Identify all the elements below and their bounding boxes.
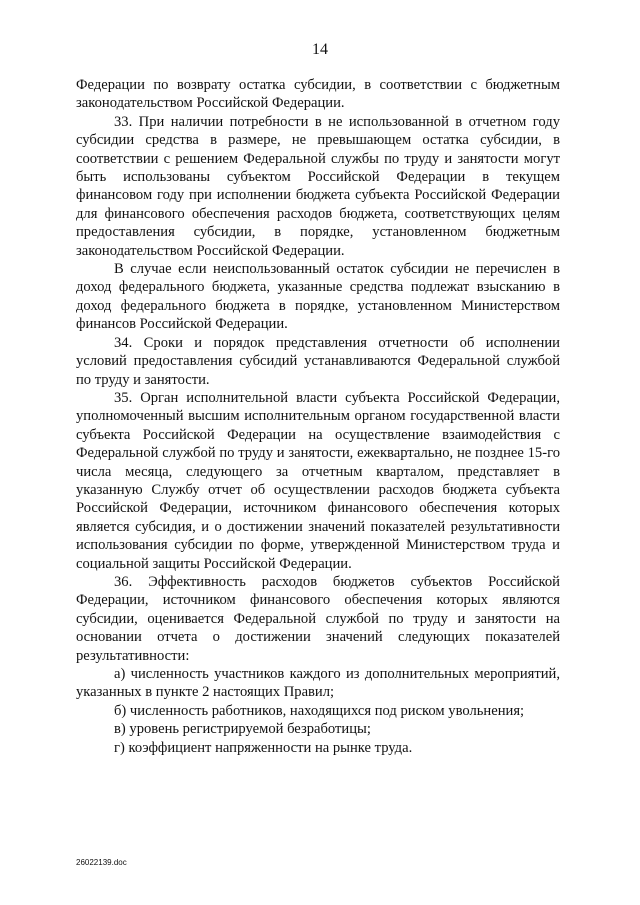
paragraph-35: 35. Орган исполнительной власти субъекта Российской Федерации, уполномоченный высшим исполнительным органом государственной власти субъекта Российской Федерации на осуществление взаимодействия с Федеральной службой по труду и занятости, ежеквартально, не позднее 15-го числа месяца, следующего за отчетным кварталом, представляет в указанную Службу отчет об осуществлении расходов бюджета субъекта Российской Федерации, источником финансового обеспечения которых является субсидия, и о достижении значений показателей результативности использования субсидии по форме, утвержденной Министерством труда и социальной защиты Российской Федерации. — [76, 389, 560, 572]
paragraph-36: 36. Эффективность расходов бюджетов субъектов Российской Федерации, источником финансового обеспечения которых являются субсидии, оценивается Федеральной службой по труду и занятости на основании отчета о достижении значений следующих показателей результативности: — [76, 573, 560, 664]
list-item-c: в) уровень регистрируемой безработицы; — [114, 721, 371, 738]
footer-filename: 26022139.doc — [76, 858, 127, 867]
list-item-a: а) численность участников каждого из дополнительных мероприятий, указанных в пункте 2 настоящих Правил; — [76, 666, 560, 701]
page-number: 14 — [312, 41, 328, 58]
list-item-d: г) коэффициент напряженности на рынке труда. — [114, 739, 413, 756]
paragraph-continuation: Федерации по возврату остатка субсидии, в соответствии с бюджетным законодательством Российской Федерации. — [76, 77, 560, 112]
paragraph-33: 33. При наличии потребности в не использованной в отчетном году субсидии средства в размере, не превышающем остатка субсидии, в соответствии с решением Федеральной службы по труду и занятости могут быть использованы субъектом Российской Федерации в текущем финансовом году при исполнении бюджета субъекта Российской Федерации для финансового обеспечения расходов бюджета, соответствующих целям предоставления субсидии, в порядке, установленном бюджетным законодательством Российской Федерации. — [76, 113, 560, 259]
paragraph-33-cont: В случае если неиспользованный остаток субсидии не перечислен в доход федерального бюджета, указанные средства подлежат взысканию в доход федерального бюджета в порядке, установленном Министерством финансов Российской Федерации. — [76, 261, 560, 333]
document-body — [76, 76, 560, 757]
paragraph-34: 34. Сроки и порядок представления отчетности об исполнении условий предоставления субсидий устанавливаются Федеральной службой по труду и занятости. — [76, 334, 560, 388]
list-item-b: б) численность работников, находящихся под риском увольнения; — [114, 702, 525, 719]
